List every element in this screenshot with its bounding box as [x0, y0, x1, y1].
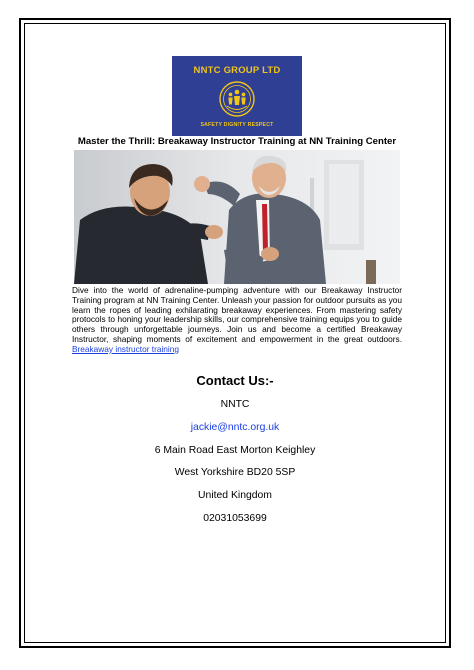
contact-country: United Kingdom	[198, 490, 272, 501]
contact-heading: Contact Us:-	[196, 373, 274, 388]
company-logo	[172, 56, 302, 136]
body-paragraph-text: Dive into the world of adrenaline-pumping adventure with our Breakaway Instructor Training program at NN Training Center. Unleash your passion for outdoor pursuits as you learn the ropes of leading exhilarating breakaway experiences. From mastering safety protocols to honing your leadership skills, our comprehensive training equips you to guide others through unforgettable journeys. Join us and become a certified Breakaway Instructor, shaping moments of excitement and empowerment in the great outdoors.	[72, 285, 402, 344]
contact-phone: 02031053699	[203, 513, 267, 524]
breakaway-training-link[interactable]: Breakaway instructor training	[72, 343, 179, 354]
page-title: Master the Thrill: Breakaway Instructor Training at NN Training Center	[77, 136, 397, 147]
training-photo	[74, 150, 400, 284]
body-paragraph	[72, 286, 402, 355]
logo-motto: SAFETY DIGNITY RESPECT	[200, 122, 274, 128]
contact-address-line2: West Yorkshire BD20 5SP	[174, 467, 296, 478]
contact-email[interactable]: jackie@nntc.org.uk	[190, 422, 280, 433]
contact-address-line1: 6 Main Road East Morton Keighley	[154, 445, 316, 456]
contact-name: NNTC	[220, 399, 250, 410]
training-photo-illustration	[74, 150, 400, 284]
people-emblem-icon	[218, 78, 256, 120]
logo-org-name: NNTC GROUP LTD	[193, 65, 281, 76]
